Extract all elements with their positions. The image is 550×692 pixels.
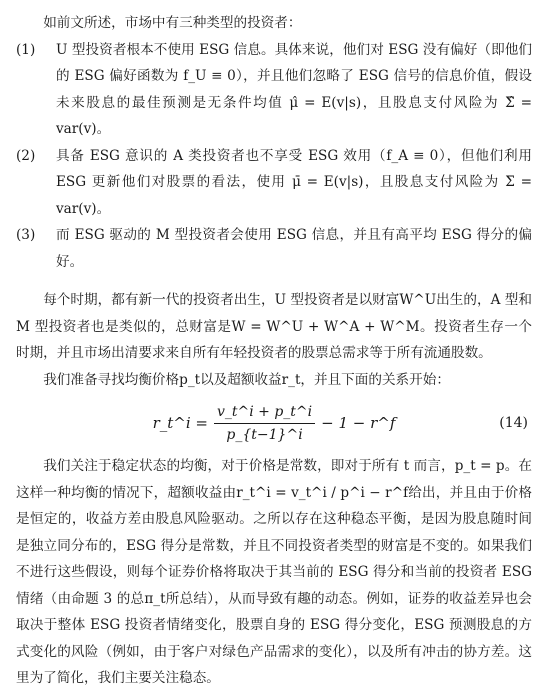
list-item-number: (2) [16,147,36,164]
list-item-text: 具备 ESG 意识的 A 类投资者也不享受 ESG 效用（f_A ≡ 0），但他们利用 ESG 更新他们对股票的看法，使用 μ̄ = E(v|s)，且股息支付风险为 Σ̄ = var(v)。 [56,147,532,217]
equation-number: (14) [499,415,528,431]
equation-denominator: p_{t−1}^i [226,426,303,443]
intro-paragraph: 如前文所述，市场中有三种类型的投资者： [43,15,302,31]
equation-14 [16,395,532,451]
list-item-text: U 型投资者根本不使用 ESG 信息。具体来说，他们对 ESG 没有偏好（即他们的 ESG 偏好函数为 f_U ≡ 0），并且他们忽略了 ESG 信号的信息价值，假设未来股息的最佳预测是无条件均值 μ̂ = E(v|s)，且股息支付风险为 Σ̂ = var(v)。 [56,41,532,137]
steady-state-paragraph: 我们关注于稳定状态的均衡，对于价格是常数，即对于所有 t 而言，p_t = p。在这样一种均衡的情况下，超额收益由r_t^i = v_t^i / p^i − r^f给出，并且由于价格是恒定的，收益方差由股息风险驱动。之所以存在这种稳态平衡，是因为股息随时间是独立同分布的，ESG 得分是常数，并且不同投资者类型的财富是不变的。如果我们不进行这些假设，则每个证券价格将取决于其当前的 ESG 得分和当前的投资者 ESG 情绪（由命题 3 的总π_t所总结），从而导致有趣的动态。例如，证券的收益差异也会取决于整体 ESG 投资者情绪变化，股票自身的 ESG 得分变化，ESG 预测股息的方式变化的风险（例如，由于客户对绿色产品需求的变化），以及所有冲击的协方差。这里为了简化，我们主要关注稳态。 [16,458,532,686]
wealth-paragraph: 每个时期，都有新一代的投资者出生，U 型投资者是以财富W^U出生的，A 型和 M 型投资者也是类似的，总财富是W = W^U + W^A + W^M。投资者生存一个时期，并且市场出清要求来自所有年轻投资者的股票总需求等于所有流通股数。 [16,292,532,361]
equation-fraction [214,402,315,445]
list-item [16,143,532,223]
list-item [16,222,532,275]
investor-type-list [16,37,532,276]
spacer [16,275,532,287]
equilibrium-intro-paragraph: 我们准备寻找均衡价格p_t以及超额收益r_t，并且下面的关系开始： [43,371,450,388]
equation-body [153,402,396,445]
equation-numerator: v_t^i + p_t^i [214,402,315,424]
equation-rest: − 1 − r^f [321,414,396,432]
list-item [16,37,532,143]
list-item-text: 而 ESG 驱动的 M 型投资者会使用 ESG 信息，并且有高平均 ESG 得分的偏好。 [56,227,532,270]
list-item-number: (1) [16,41,36,58]
equation-lhs: r_t^i = [152,414,208,432]
list-item-number: (3) [16,227,36,243]
